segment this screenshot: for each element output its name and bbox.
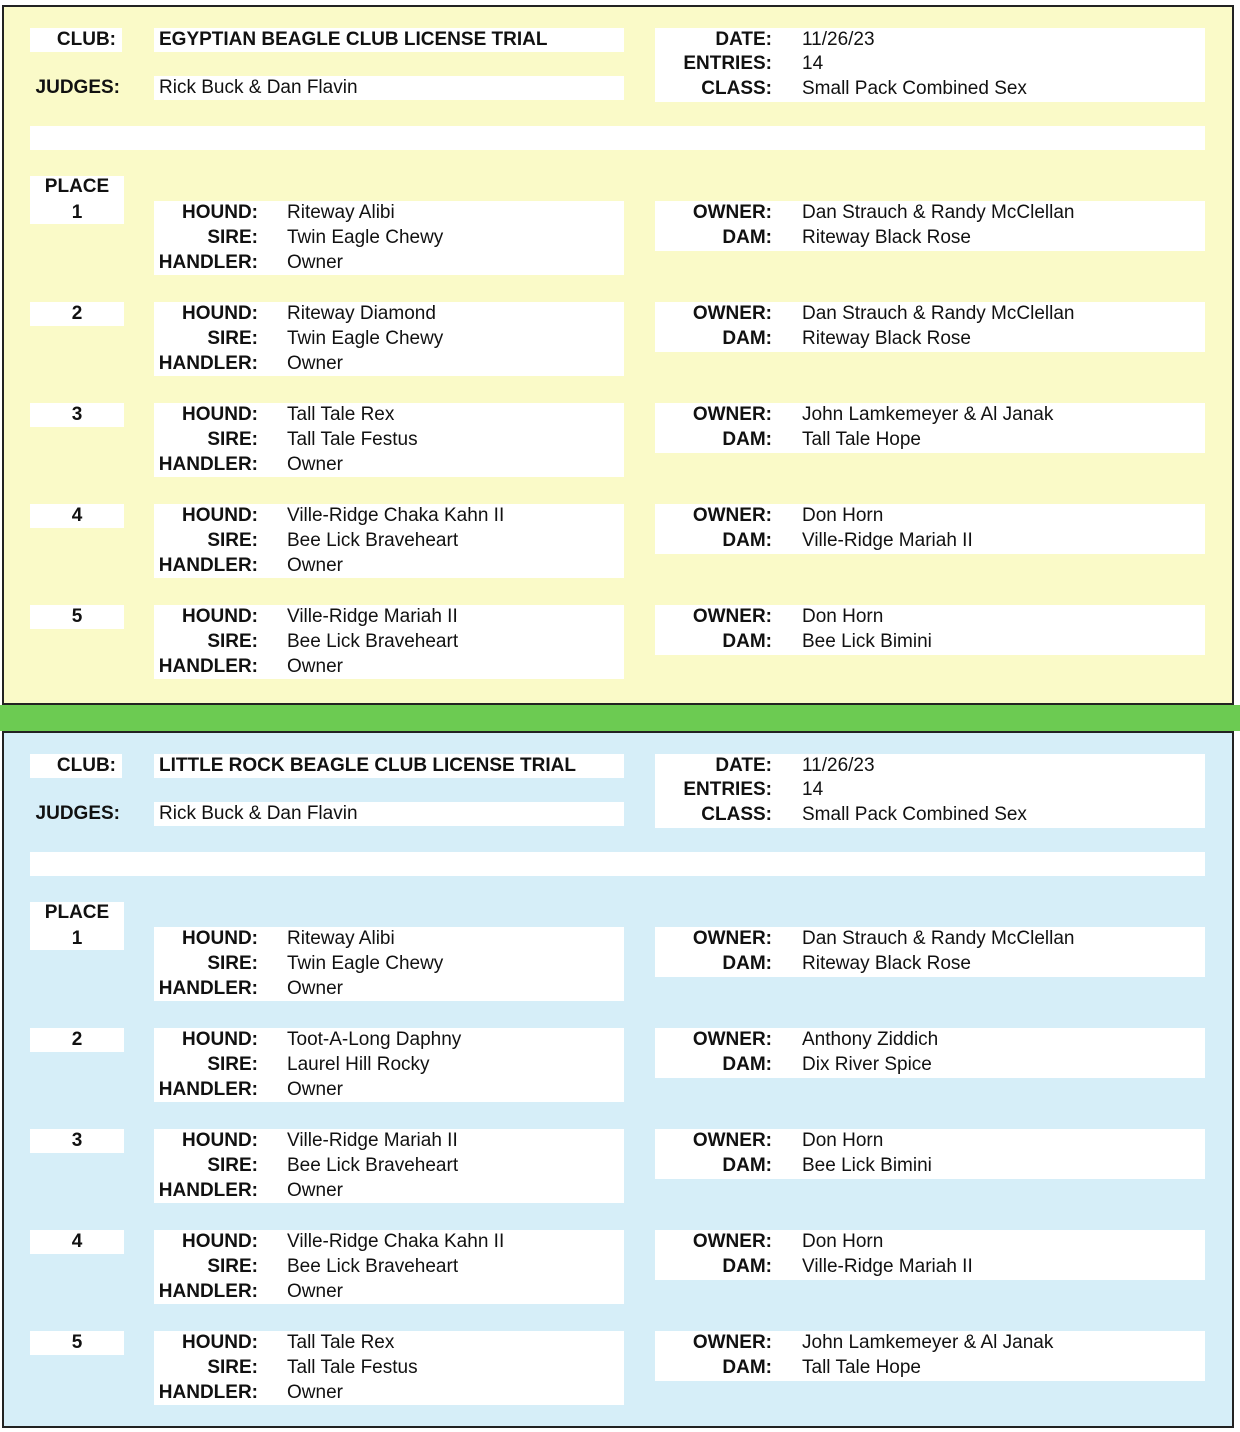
dam-name: Dix River Spice [802, 1054, 932, 1075]
judges-value: Rick Buck & Dan Flavin [159, 77, 358, 98]
sire-name: Bee Lick Braveheart [287, 631, 459, 652]
club-name: EGYPTIAN BEAGLE CLUB LICENSE TRIAL [159, 29, 548, 50]
date-label: DATE: [715, 29, 772, 50]
hound-name: Riteway Alibi [287, 928, 395, 949]
hound-label: HOUND: [182, 1231, 258, 1252]
hound-name: Toot-A-Long Daphny [287, 1029, 462, 1050]
handler-label: HANDLER: [158, 656, 258, 677]
dam-label: DAM: [722, 1357, 772, 1378]
sire-name: Twin Eagle Chewy [287, 227, 444, 248]
dam-label: DAM: [722, 328, 772, 349]
hound-label: HOUND: [182, 928, 258, 949]
owner-name: Dan Strauch & Randy McClellan [802, 928, 1075, 949]
sire-label: SIRE: [207, 530, 258, 551]
owner-name: Anthony Ziddich [802, 1029, 939, 1050]
hound-label: HOUND: [182, 303, 258, 324]
sire-name: Tall Tale Festus [287, 1357, 418, 1378]
place-number: 1 [71, 928, 83, 949]
handler-label: HANDLER: [158, 252, 258, 273]
sire-name: Twin Eagle Chewy [287, 328, 444, 349]
owner-label: OWNER: [692, 928, 772, 949]
place-number: 4 [71, 1231, 83, 1252]
handler-label: HANDLER: [158, 1079, 258, 1100]
place-number: 3 [71, 1130, 83, 1151]
section-divider [0, 705, 1240, 731]
dam-label: DAM: [722, 1155, 772, 1176]
place-heading: PLACE [44, 176, 110, 197]
owner-label: OWNER: [692, 505, 772, 526]
hound-label: HOUND: [182, 404, 258, 425]
dam-name: Bee Lick Bimini [802, 1155, 932, 1176]
place-number: 3 [71, 404, 83, 425]
sire-name: Tall Tale Festus [287, 429, 418, 450]
sire-name: Bee Lick Braveheart [287, 1256, 459, 1277]
hound-label: HOUND: [182, 1130, 258, 1151]
handler-name: Owner [287, 1382, 343, 1403]
sire-label: SIRE: [207, 953, 258, 974]
sire-name: Bee Lick Braveheart [287, 1155, 459, 1176]
judges-label: JUDGES: [35, 77, 120, 98]
sire-label: SIRE: [207, 1155, 258, 1176]
place-number: 2 [71, 303, 83, 324]
owner-name: Dan Strauch & Randy McClellan [802, 202, 1075, 223]
sire-label: SIRE: [207, 429, 258, 450]
entries-value: 14 [802, 53, 824, 74]
date-value: 11/26/23 [802, 755, 875, 776]
owner-name: John Lamkemeyer & Al Janak [802, 404, 1054, 425]
place-number: 1 [71, 202, 83, 223]
handler-name: Owner [287, 1180, 343, 1201]
handler-name: Owner [287, 656, 343, 677]
owner-label: OWNER: [692, 1332, 772, 1353]
owner-name: Don Horn [802, 505, 884, 526]
judges-value: Rick Buck & Dan Flavin [159, 803, 358, 824]
owner-label: OWNER: [692, 606, 772, 627]
dam-name: Tall Tale Hope [802, 1357, 922, 1378]
hound-label: HOUND: [182, 202, 258, 223]
class-label: CLASS: [701, 804, 772, 825]
spacer-band [30, 126, 1205, 150]
hound-name: Ville-Ridge Mariah II [287, 606, 458, 627]
handler-name: Owner [287, 1079, 343, 1100]
owner-label: OWNER: [692, 1231, 772, 1252]
sire-label: SIRE: [207, 1054, 258, 1075]
sire-name: Bee Lick Braveheart [287, 530, 459, 551]
sire-label: SIRE: [207, 631, 258, 652]
club-name: LITTLE ROCK BEAGLE CLUB LICENSE TRIAL [159, 755, 576, 776]
judges-label: JUDGES: [35, 803, 120, 824]
class-value: Small Pack Combined Sex [802, 804, 1027, 825]
owner-name: Don Horn [802, 1231, 884, 1252]
hound-name: Riteway Diamond [287, 303, 436, 324]
owner-name: Don Horn [802, 606, 884, 627]
handler-label: HANDLER: [158, 1382, 258, 1403]
place-heading: PLACE [44, 902, 110, 923]
place-number: 5 [71, 1332, 83, 1353]
hound-label: HOUND: [182, 606, 258, 627]
hound-name: Riteway Alibi [287, 202, 395, 223]
sire-label: SIRE: [207, 227, 258, 248]
handler-name: Owner [287, 555, 343, 576]
dam-label: DAM: [722, 1256, 772, 1277]
owner-name: Don Horn [802, 1130, 884, 1151]
entries-value: 14 [802, 779, 824, 800]
handler-label: HANDLER: [158, 555, 258, 576]
date-value: 11/26/23 [802, 29, 875, 50]
hound-name: Ville-Ridge Chaka Kahn II [287, 505, 505, 526]
handler-label: HANDLER: [158, 454, 258, 475]
hound-label: HOUND: [182, 505, 258, 526]
handler-label: HANDLER: [158, 978, 258, 999]
handler-label: HANDLER: [158, 353, 258, 374]
place-number: 4 [71, 505, 83, 526]
sire-label: SIRE: [207, 328, 258, 349]
sire-label: SIRE: [207, 1256, 258, 1277]
dam-label: DAM: [722, 227, 772, 248]
hound-name: Tall Tale Rex [287, 1332, 395, 1353]
dam-label: DAM: [722, 1054, 772, 1075]
handler-label: HANDLER: [158, 1281, 258, 1302]
handler-name: Owner [287, 1281, 343, 1302]
owner-name: John Lamkemeyer & Al Janak [802, 1332, 1054, 1353]
dam-name: Riteway Black Rose [802, 227, 971, 248]
class-value: Small Pack Combined Sex [802, 78, 1027, 99]
club-label: CLUB: [56, 29, 116, 50]
place-number: 2 [71, 1029, 83, 1050]
class-label: CLASS: [701, 78, 772, 99]
owner-label: OWNER: [692, 303, 772, 324]
date-label: DATE: [715, 755, 772, 776]
dam-name: Tall Tale Hope [802, 429, 922, 450]
handler-name: Owner [287, 454, 343, 475]
hound-label: HOUND: [182, 1332, 258, 1353]
hound-name: Ville-Ridge Mariah II [287, 1130, 458, 1151]
hound-label: HOUND: [182, 1029, 258, 1050]
owner-label: OWNER: [692, 1029, 772, 1050]
dam-name: Riteway Black Rose [802, 953, 971, 974]
sire-label: SIRE: [207, 1357, 258, 1378]
handler-name: Owner [287, 252, 343, 273]
entries-label: ENTRIES: [683, 53, 772, 74]
owner-label: OWNER: [692, 202, 772, 223]
hound-name: Tall Tale Rex [287, 404, 395, 425]
owner-label: OWNER: [692, 404, 772, 425]
sire-name: Twin Eagle Chewy [287, 953, 444, 974]
handler-name: Owner [287, 353, 343, 374]
sire-name: Laurel Hill Rocky [287, 1054, 430, 1075]
handler-label: HANDLER: [158, 1180, 258, 1201]
owner-label: OWNER: [692, 1130, 772, 1151]
dam-name: Ville-Ridge Mariah II [802, 1256, 973, 1277]
dam-name: Ville-Ridge Mariah II [802, 530, 973, 551]
entries-label: ENTRIES: [683, 779, 772, 800]
dam-name: Riteway Black Rose [802, 328, 971, 349]
place-number: 5 [71, 606, 83, 627]
spacer-band [30, 852, 1205, 876]
club-label: CLUB: [56, 755, 116, 776]
dam-name: Bee Lick Bimini [802, 631, 932, 652]
handler-name: Owner [287, 978, 343, 999]
hound-name: Ville-Ridge Chaka Kahn II [287, 1231, 505, 1252]
dam-label: DAM: [722, 631, 772, 652]
dam-label: DAM: [722, 953, 772, 974]
dam-label: DAM: [722, 530, 772, 551]
dam-label: DAM: [722, 429, 772, 450]
owner-name: Dan Strauch & Randy McClellan [802, 303, 1075, 324]
